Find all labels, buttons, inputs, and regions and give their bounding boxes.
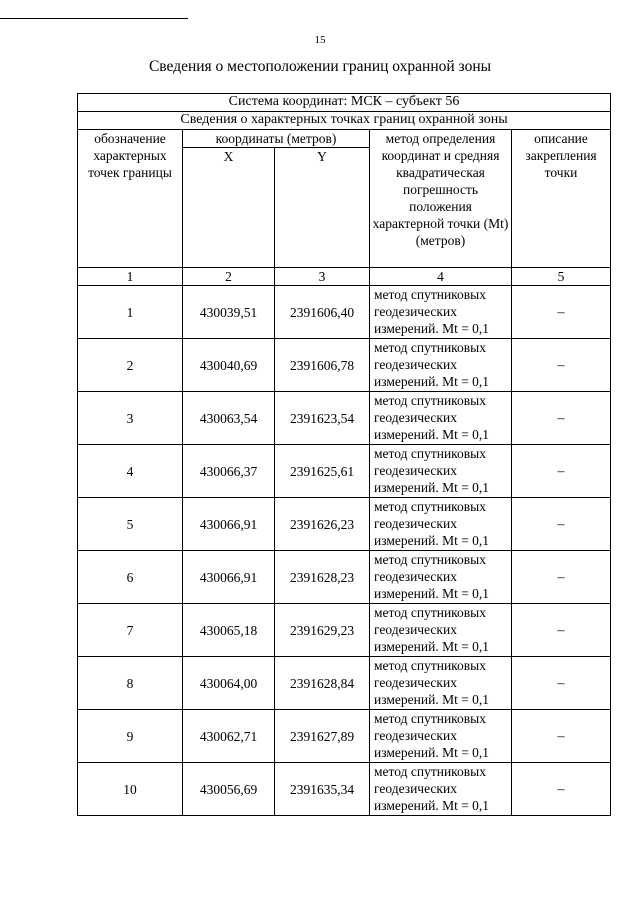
- point-number-cell: 9: [78, 710, 183, 763]
- method-cell: метод спутниковых геодезических измерений. Mt = 0,1: [370, 763, 512, 816]
- y-coordinate-cell: 2391629,23: [275, 604, 370, 657]
- method-cell: метод спутниковых геодезических измерений. Mt = 0,1: [370, 392, 512, 445]
- description-cell: –: [512, 339, 611, 392]
- description-cell: –: [512, 657, 611, 710]
- table-row: [78, 710, 611, 763]
- coord-system-header: Система координат: МСК – субъект 56: [78, 94, 611, 112]
- description-cell: –: [512, 445, 611, 498]
- x-coordinate-cell: 430056,69: [183, 763, 275, 816]
- x-coordinate-cell: 430063,54: [183, 392, 275, 445]
- method-cell: метод спутниковых геодезических измерений. Mt = 0,1: [370, 445, 512, 498]
- point-number-cell: 8: [78, 657, 183, 710]
- header-y: Y: [275, 148, 370, 268]
- header-x: X: [183, 148, 275, 268]
- point-number-cell: 10: [78, 763, 183, 816]
- y-coordinate-cell: 2391635,34: [275, 763, 370, 816]
- x-coordinate-cell: 430062,71: [183, 710, 275, 763]
- method-cell: метод спутниковых геодезических измерений. Mt = 0,1: [370, 286, 512, 339]
- description-cell: –: [512, 604, 611, 657]
- description-cell: –: [512, 763, 611, 816]
- description-cell: –: [512, 551, 611, 604]
- x-coordinate-cell: 430066,37: [183, 445, 275, 498]
- page-title: Сведения о местоположении границ охранной зоны: [148, 58, 492, 75]
- table-row: [78, 339, 611, 392]
- description-cell: –: [512, 710, 611, 763]
- table-row: [78, 445, 611, 498]
- header-method: метод определения координат и средняя квадратическая погрешность положения характерной точки (Mt) (метров): [370, 130, 512, 268]
- table-subtitle: Сведения о характерных точках границ охранной зоны: [78, 112, 611, 130]
- table-row: [78, 392, 611, 445]
- point-number-cell: 4: [78, 445, 183, 498]
- description-cell: –: [512, 286, 611, 339]
- table-row: [78, 604, 611, 657]
- boundary-points-table: [77, 93, 611, 816]
- x-coordinate-cell: 430040,69: [183, 339, 275, 392]
- header-coordinates: координаты (метров): [183, 130, 370, 148]
- y-coordinate-cell: 2391628,23: [275, 551, 370, 604]
- y-coordinate-cell: 2391625,61: [275, 445, 370, 498]
- page-number: 15: [314, 34, 326, 46]
- column-number: 2: [183, 268, 275, 286]
- x-coordinate-cell: 430066,91: [183, 498, 275, 551]
- table-row: [78, 657, 611, 710]
- table-row: [78, 551, 611, 604]
- x-coordinate-cell: 430065,18: [183, 604, 275, 657]
- header-designation: обозначение характерных точек границы: [78, 130, 183, 268]
- point-number-cell: 2: [78, 339, 183, 392]
- header-description: описание закрепления точки: [512, 130, 611, 268]
- point-number-cell: 7: [78, 604, 183, 657]
- y-coordinate-cell: 2391623,54: [275, 392, 370, 445]
- column-number: 4: [370, 268, 512, 286]
- x-coordinate-cell: 430039,51: [183, 286, 275, 339]
- point-number-cell: 1: [78, 286, 183, 339]
- column-number: 5: [512, 268, 611, 286]
- table-row: [78, 498, 611, 551]
- table-row: [78, 763, 611, 816]
- description-cell: –: [512, 498, 611, 551]
- method-cell: метод спутниковых геодезических измерений. Mt = 0,1: [370, 657, 512, 710]
- point-number-cell: 3: [78, 392, 183, 445]
- x-coordinate-cell: 430066,91: [183, 551, 275, 604]
- method-cell: метод спутниковых геодезических измерений. Mt = 0,1: [370, 551, 512, 604]
- method-cell: метод спутниковых геодезических измерений. Mt = 0,1: [370, 339, 512, 392]
- point-number-cell: 6: [78, 551, 183, 604]
- table-row: [78, 286, 611, 339]
- y-coordinate-cell: 2391627,89: [275, 710, 370, 763]
- method-cell: метод спутниковых геодезических измерений. Mt = 0,1: [370, 498, 512, 551]
- y-coordinate-cell: 2391606,40: [275, 286, 370, 339]
- method-cell: метод спутниковых геодезических измерений. Mt = 0,1: [370, 710, 512, 763]
- point-number-cell: 5: [78, 498, 183, 551]
- y-coordinate-cell: 2391626,23: [275, 498, 370, 551]
- description-cell: –: [512, 392, 611, 445]
- header-rule: [0, 18, 188, 19]
- y-coordinate-cell: 2391628,84: [275, 657, 370, 710]
- x-coordinate-cell: 430064,00: [183, 657, 275, 710]
- method-cell: метод спутниковых геодезических измерений. Mt = 0,1: [370, 604, 512, 657]
- y-coordinate-cell: 2391606,78: [275, 339, 370, 392]
- column-number: 3: [275, 268, 370, 286]
- column-number: 1: [78, 268, 183, 286]
